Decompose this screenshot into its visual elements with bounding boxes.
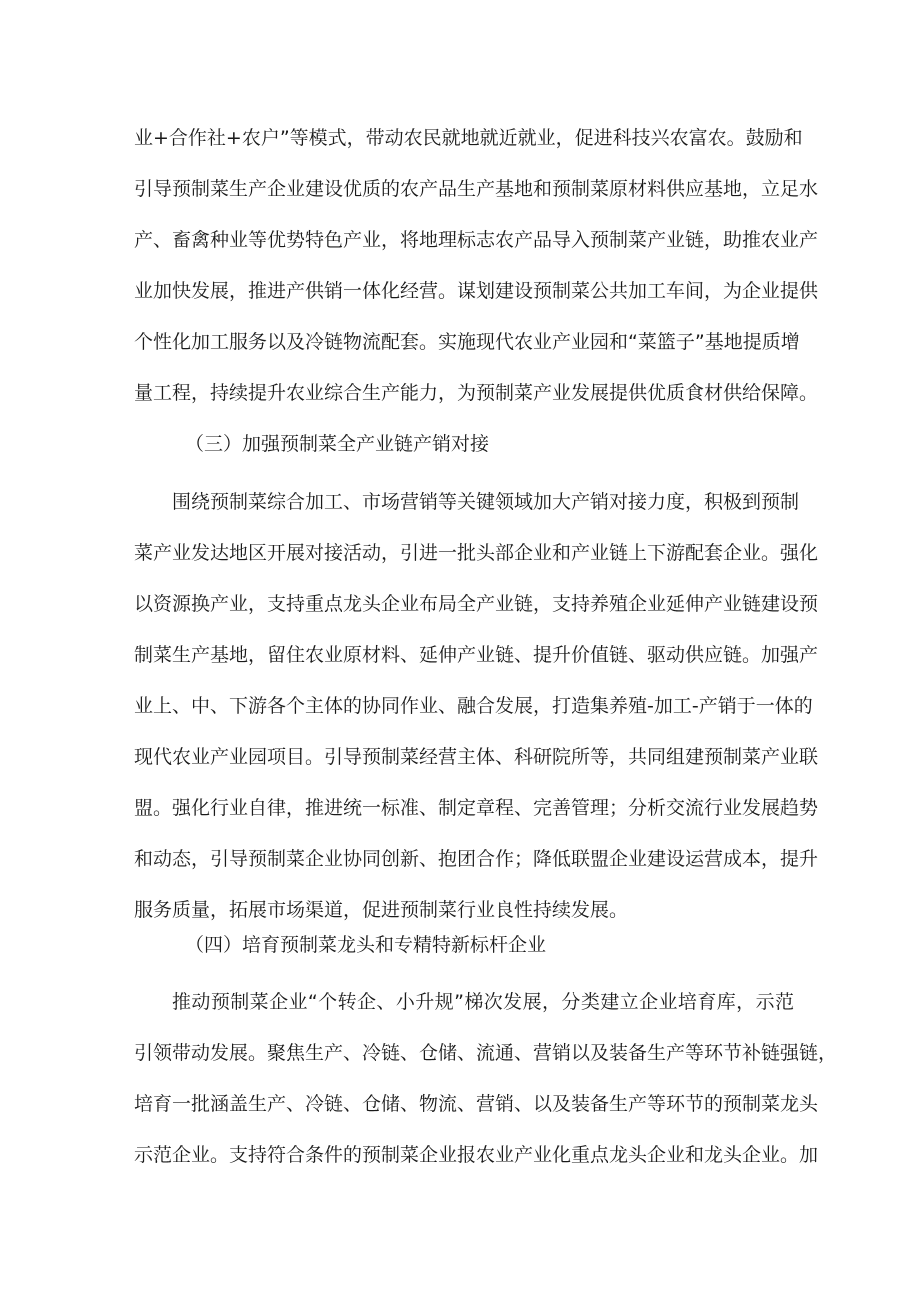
paragraph2-line: 业上、中、下游各个主体的协同作业、融合发展，打造集养殖-加工-产销于一体的 [134, 695, 813, 717]
paragraph3-line: 引领带动发展。聚焦生产、冷链、仓储、流通、营销以及装备生产等环节补链强链， [134, 1042, 838, 1064]
paragraph1-line: 量工程，持续提升农业综合生产能力，为预制菜产业发展提供优质食材供给保障。 [134, 382, 819, 404]
paragraph1-line: 业+合作社+农户”等模式，带动农民就地就近就业，促进科技兴农富农。鼓励和 [134, 127, 803, 149]
paragraph1-line: 个性化加工服务以及冷链物流配套。实施现代农业产业园和“菜篮子”基地提质增 [134, 331, 800, 353]
paragraph2-line: 现代农业产业园项目。引导预制菜经营主体、科研院所等，共同组建预制菜产业联 [134, 746, 819, 768]
paragraph1-line: 引导预制菜生产企业建设优质的农产品生产基地和预制菜原材料供应基地，立足水 [134, 178, 819, 200]
paragraph3-line: 推动预制菜企业“个转企、小升规”梯次发展，分类建立企业培育库，示范 [172, 991, 794, 1013]
section-heading-3: （三）加强预制菜全产业链产销对接 [185, 433, 490, 455]
paragraph1-line: 业加快发展，推进产供销一体化经营。谋划建设预制菜公共加工车间，为企业提供 [134, 280, 819, 302]
section-heading-4: （四）培育预制菜龙头和专精特新标杆企业 [185, 934, 547, 956]
paragraph2-line: 以资源换产业，支持重点龙头企业布局全产业链，支持养殖企业延伸产业链建设预 [134, 593, 819, 615]
paragraph2-line: 菜产业发达地区开展对接活动，引进一批头部企业和产业链上下游配套企业。强化 [134, 542, 819, 564]
paragraph3-line: 示范企业。支持符合条件的预制菜企业报农业产业化重点龙头企业和龙头企业。加 [134, 1144, 819, 1166]
paragraph1-line: 产、畜禽种业等优势特色产业，将地理标志农产品导入预制菜产业链，助推农业产 [134, 229, 819, 251]
paragraph2-line: 盟。强化行业自律，推进统一标准、制定章程、完善管理；分析交流行业发展趋势 [134, 797, 819, 819]
paragraph3-line: 培育一批涵盖生产、冷链、仓储、物流、营销、以及装备生产等环节的预制菜龙头 [134, 1093, 819, 1115]
paragraph2-line: 围绕预制菜综合加工、市场营销等关键领域加大产销对接力度，积极到预制 [172, 491, 800, 513]
paragraph2-line: 制菜生产基地，留住农业原材料、延伸产业链、提升价值链、驱动供应链。加强产 [134, 644, 819, 666]
paragraph2-line: 和动态，引导预制菜企业协同创新、抱团合作；降低联盟企业建设运营成本，提升 [134, 848, 819, 870]
paragraph2-line: 服务质量，拓展市场渠道，促进预制菜行业良性持续发展。 [134, 899, 629, 921]
